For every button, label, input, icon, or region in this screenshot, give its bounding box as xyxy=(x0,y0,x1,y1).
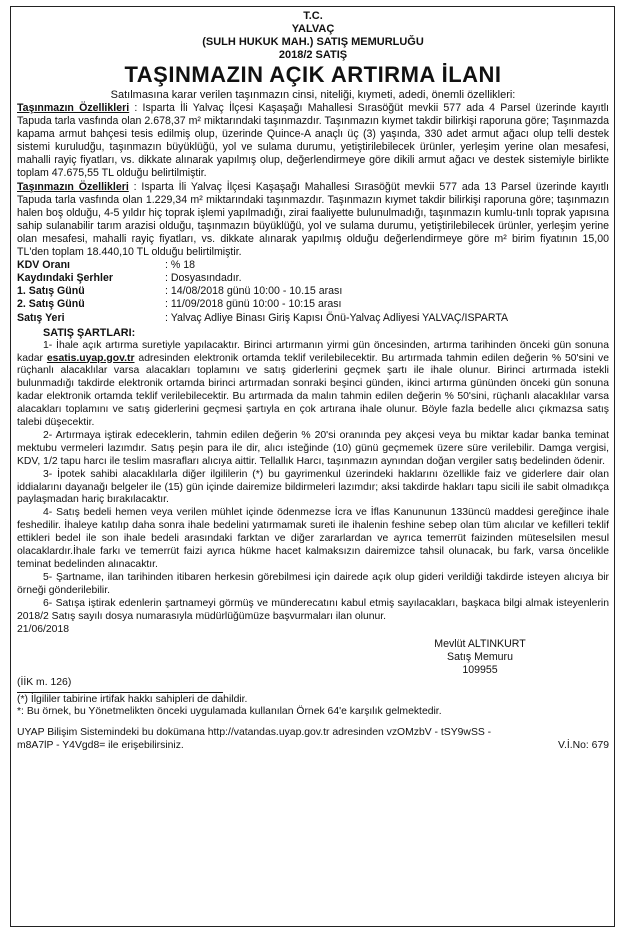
conditions-title: SATIŞ ŞARTLARI: xyxy=(43,326,136,339)
condition-2: 2- Artırmaya iştirak edeceklerin, tahmin edilen değerin % 20'si oranında pey akçesi veya bu miktar kadar banka teminat mektubu vermeleri lazımdır. Satış peşin para ile dir, alıcı isteğinde (10) günü geçmemek üzere süre verilebilir. Damga vergisi, KDV, 1/2 tapu harcı ile teslim masrafları alıcıya aittir. Tellallık Harcı, taşınmazın aynından doğan vergiler satış bedelinden ödenir. xyxy=(17,429,609,467)
detail-key: Kaydındaki Şerhler xyxy=(17,272,113,285)
esatis-link[interactable]: esatis.uyap.gov.tr xyxy=(46,352,135,364)
footnote-divider xyxy=(17,692,223,693)
property-1-text: Isparta İli Yalvaç İlçesi Kaşaşağı Mahallesi Sırasöğüt mevkii 577 ada 4 Parsel üzerinde kayıtlı Tapuda tarla vasfında olan 2.678,37 m² miktarındaki taşınmazdır. Taşınmazın kıymet takdir bilirkişi raporuna göre; Taşınmazda kapama armut bahçesi tesis edilmiş olup, üzerinde Quince-A anaçlı üç (3) yaşında, 330 adet armut ağacı olup telli destek sistemi kuruludğu, taşınmazın büyüklüğü, yol ve sulama durumu, yetiştirilebilecek ürünler, yerleşim yerine olan mesafesi, mahalli rayiç fiyatları, vs. dikkate alınarak yapılmış olup, değerlendirmeye göre dikili armut ağacı ve destek sistemiyle birlikte toplam 47.675,55 TL olduğu belirtilmiştir. xyxy=(17,102,609,180)
condition-1-pre: 1- İhale açık artırma suretiyle yapılacaktır. Birinci artırmanın yirmi gün öncesinden, artırma tarihinden önceki gün sonuna kadar xyxy=(17,339,609,364)
detail-row-serhler xyxy=(17,272,609,285)
header-line-case: 2018/2 SATIŞ xyxy=(278,49,348,61)
footnote-2: *: Bu örnek, bu Yönetmelikten önceki uygulamada kullanılan Örnek 64'e karşılık gelmektedir. xyxy=(17,706,442,718)
property-1 xyxy=(17,102,609,181)
uyap-line-1: UYAP Bilişim Sistemindeki bu dokümana http://vatandas.uyap.gov.tr adresinden vzOMzbV - tSY9wSS - xyxy=(17,727,492,739)
signature-name: Mevlüt ALTINKURT xyxy=(434,638,526,651)
condition-1-post: adresinden elektronik ortamda teklif verilebilecektir. Bu artırmada tahmin edilen değerin % 50'sini ve rüçhanlı alacaklılar varsa alacakları toplamını ve satış giderlerini geçmek şartı ile ihale olunur. Birinci artırmada istekli bulunmadığı takdirde elektronik ortamda birinci artırmadan sonraki beşinci günden, ikinci artırma gününden önceki gün sonuna kadar elektronik ortamda teklif verilebilecektir. Bu artırmada da malın tahmin edilen değerin % 50'sini, rüçhanlı alacaklılar varsa alacakları toplamını ve satış giderlerini geçmesi şartıyla en çok artırana ihale olunur. Böyle fazla bedelle alıcı çıkmazsa satış talebi düşecektir. xyxy=(17,352,609,429)
condition-1 xyxy=(17,340,609,430)
detail-row-sale-day-2 xyxy=(17,298,609,311)
condition-3: 3- İpotek sahibi alacaklılarla diğer ilgililerin (*) bu gayrimenkul üzerindeki haklarını özellikle faiz ve giderlere dair olan iddialarını dayanağı belgeler ile (15) gün içinde dairemize bildirmeleri lazımdır; aksi takdirde hakları tapu sicili ile sabit olmadıkça paylaşmadan hariç bırakılacaktır. xyxy=(17,468,609,506)
notice-frame xyxy=(10,6,615,927)
notice-date: 21/06/2018 xyxy=(17,623,70,635)
intro-text: Satılmasına karar verilen taşınmazın cinsi, niteliği, kıymeti, adedi, önemli özellikleri: xyxy=(110,89,516,101)
property-1-sep: : xyxy=(129,102,143,114)
signature-block xyxy=(421,638,539,676)
detail-row-sale-day-1 xyxy=(17,285,609,298)
signature-number: 109955 xyxy=(462,664,498,677)
detail-value: : 14/08/2018 günü 10:00 - 10.15 arası xyxy=(165,285,343,298)
uyap-line-2-row xyxy=(17,740,609,753)
property-2-label: Taşınmazın Özellikleri xyxy=(17,180,129,193)
vi-number: V.İ.No: 679 xyxy=(557,740,609,752)
detail-value: : 11/09/2018 günü 10:00 - 10:15 arası xyxy=(165,298,342,311)
footnote-1: (*) İlgililer tabirine irtifak hakkı sahipleri de dahildir. xyxy=(17,693,248,705)
header-line-tc: T.C. xyxy=(303,10,323,22)
condition-6: 6- Satışa iştirak edenlerin şartnameyi görmüş ve münderecatını kabul etmiş sayılacakları, başkaca bilgi almak isteyenlerin 2018/2 Satış sayılı dosya numarasıyla müdürlüğümüze başvurmaları ilan olunur. xyxy=(17,597,609,622)
property-2-sep: : xyxy=(128,180,142,193)
details-list xyxy=(17,259,609,324)
detail-value: : % 18 xyxy=(165,259,196,272)
page-title: TAŞINMAZIN AÇIK ARTIRMA İLANI xyxy=(124,62,502,87)
property-2 xyxy=(17,181,609,260)
condition-4: 4- Satış bedeli hemen veya verilen mühlet içinde ödenmezse İcra ve İflas Kanununun 133üncü maddesi gereğince ihale feshedilir. İhaleye katılıp daha sonra ihale bedelini yatırmamak sureti ile ihalenin feshine sebep olan tüm alıcılar ve kefilleri teklif ettikleri bedel ile son ihale bedeli arasındaki farktan ve diğer zararlardan ve ayrıca temerrüt faizinden müteselsilen mesul olacaklardır.İhale farkı ve temerrüt faizi ayrıca hükme hacet kalmaksızın dairemizce tahsil olunacak, bu fark, varsa öncelikle teminat bedelinden alınacaktır. xyxy=(17,507,609,570)
detail-row-kdv xyxy=(17,259,609,272)
detail-row-sale-place xyxy=(17,312,609,325)
condition-5: 5- Şartname, ilan tarihinden itibaren herkesin görebilmesi için dairede açık olup gideri verildiği takdirde isteyen alıcıya bir örneği gönderilebilir. xyxy=(17,571,609,596)
property-1-label: Taşınmazın Özellikleri xyxy=(17,102,130,114)
property-2-text: Isparta İli Yalvaç İlçesi Kaşaşağı Mahallesi Sırasöğüt mevkii 577 ada 13 Parsel üzerinde kayıtlı Tapuda tarla vasfında olan 1.229,34 m² miktarındaki taşınmazdır. Taşınmazın kıymet takdir bilirkişi raporuna göre; taşınmazın halen boş olduğu, 4-5 yıldır hiç toprak işlemi yapılmadığı, zirai faaliyette bulunulmadığı, taşınmazın kumlu-tınlı toprak yapısına sahip sulanabilir tarım arazisi olduğu, taşınmazın büyüklüğü, yol ve sulama durumu, yetiştirilebilecek ürünler, yerleşim yerine olan mesafesi, mahalli rayiç fiyatları, vs. dikkate alınarak yapılmış olduğu değerlendirmeye göre m² birim fiyatının 15,00 TL'den toplam 18.440,10 TL olduğu belirtilmiştir. xyxy=(17,180,609,259)
detail-key: 2. Satış Günü xyxy=(17,298,85,311)
header-line-city: YALVAÇ xyxy=(291,23,335,35)
detail-key: Satış Yeri xyxy=(17,311,65,324)
detail-key: KDV Oranı xyxy=(17,259,70,272)
detail-value: : Yalvaç Adliye Binası Giriş Kapısı Önü-Yalvaç Adliyesi YALVAÇ/ISPARTA xyxy=(165,311,509,324)
signature-title: Satış Memuru xyxy=(447,651,513,664)
notice-body xyxy=(17,10,609,753)
header-line-office: (SULH HUKUK MAH.) SATIŞ MEMURLUĞU xyxy=(202,36,424,48)
detail-key: 1. Satış Günü xyxy=(17,285,85,298)
detail-value: : Dosyasındadır. xyxy=(165,272,242,285)
uyap-line-2: m8A7lP - Y4Vgd8= ile erişebilirsiniz. xyxy=(17,740,184,752)
legal-reference: (İİK m. 126) xyxy=(17,676,72,688)
